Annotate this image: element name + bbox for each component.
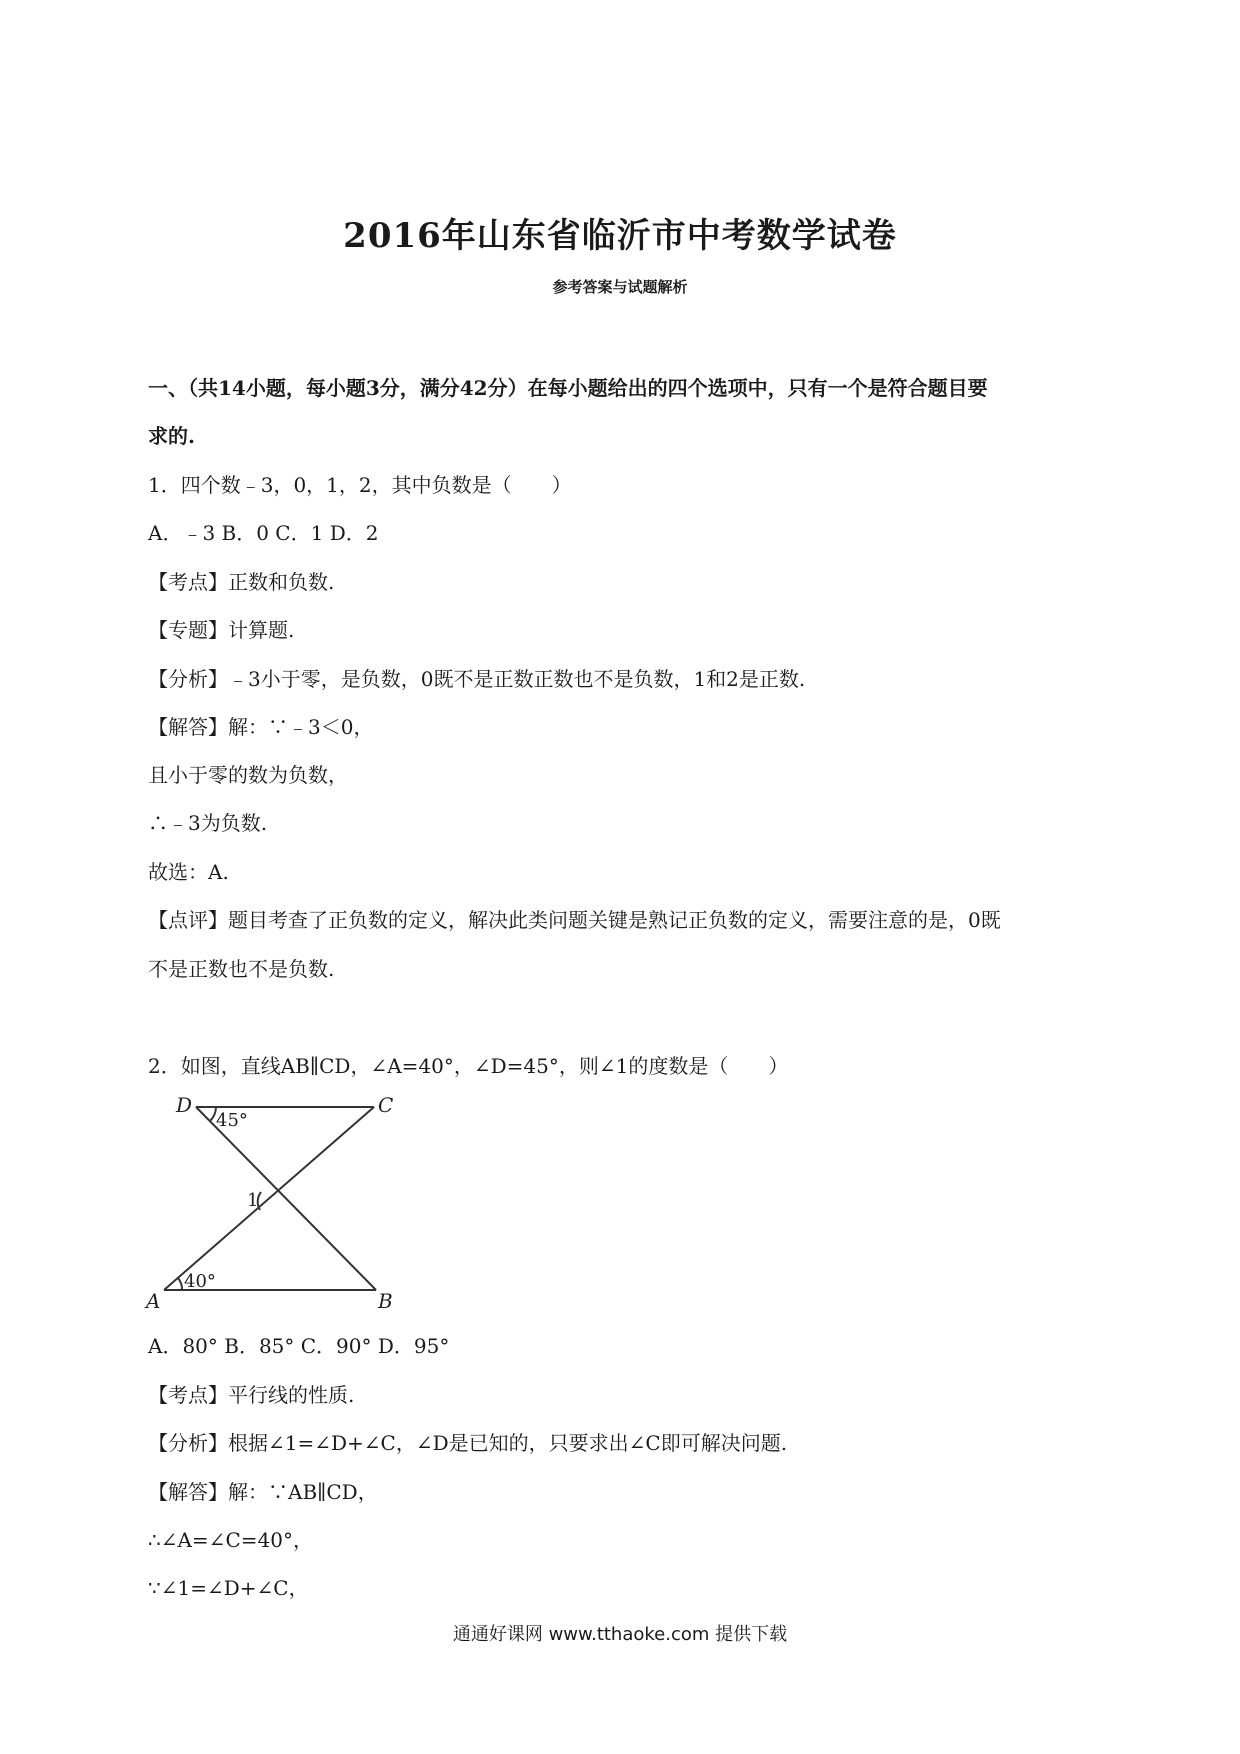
label-a: A [146,1289,161,1312]
label-c: C [378,1094,394,1117]
section-heading-line-2: 求的. [148,424,195,448]
q1-line-b: ∴﹣3为负数. [148,811,268,835]
q1-stem: 1．四个数﹣3，0，1，2，其中负数是（ ） [148,473,572,497]
q2-line-b: ∵∠1=∠D+∠C， [148,1576,309,1600]
angle-a-label: 40° [184,1271,216,1292]
q1-dianping-1: 【点评】题目考查了正负数的定义，解决此类问题关键是熟记正负数的定义，需要注意的是，0既 [148,908,1001,932]
q1-kaodian: 【考点】正数和负数. [148,570,335,594]
arc-a [178,1278,182,1290]
q2-options: A．80° B．85° C．90° D．95° [148,1334,450,1358]
q2-kaodian: 【考点】平行线的性质. [148,1383,355,1407]
angle-1-label: 1 [247,1190,259,1211]
footer-credit: 通通好课网 www.tthaoke.com 提供下载 [452,1624,788,1645]
q1-line-c: 故选：A. [148,860,229,884]
label-d: D [176,1094,193,1117]
q2-fenxi: 【分析】根据∠1=∠D+∠C，∠D是已知的，只要求出∠C即可解决问题. [148,1431,788,1455]
angle-d-label: 45° [216,1110,248,1131]
q1-jieda: 【解答】解：∵﹣3＜0， [148,715,374,739]
page-subtitle: 参考答案与试题解析 [552,278,688,296]
q1-dianping-2: 不是正数也不是负数. [148,957,335,981]
q2-geometry-figure [144,1094,404,1312]
label-b: B [378,1289,393,1312]
q1-line-a: 且小于零的数为负数， [148,763,348,787]
q1-options: A．﹣3 B．0 C．1 D．2 [148,521,379,545]
q1-zhuanti: 【专题】计算题. [148,618,295,642]
section-heading-line-1: 一、（共14小题，每小题3分，满分42分）在每小题给出的四个选项中，只有一个是符合题目要 [148,376,988,400]
q2-stem: 2．如图，直线AB∥CD，∠A=40°，∠D=45°，则∠1的度数是（ ） [148,1054,789,1078]
q1-fenxi: 【分析】﹣3小于零，是负数，0既不是正数正数也不是负数，1和2是正数. [148,667,806,691]
line-ac [164,1107,374,1290]
q2-line-a: ∴∠A=∠C=40°， [148,1528,313,1552]
q2-jieda: 【解答】解：∵AB∥CD， [148,1480,378,1504]
page-title: 2016年山东省临沂市中考数学试卷 [343,216,897,256]
line-db [196,1107,376,1290]
